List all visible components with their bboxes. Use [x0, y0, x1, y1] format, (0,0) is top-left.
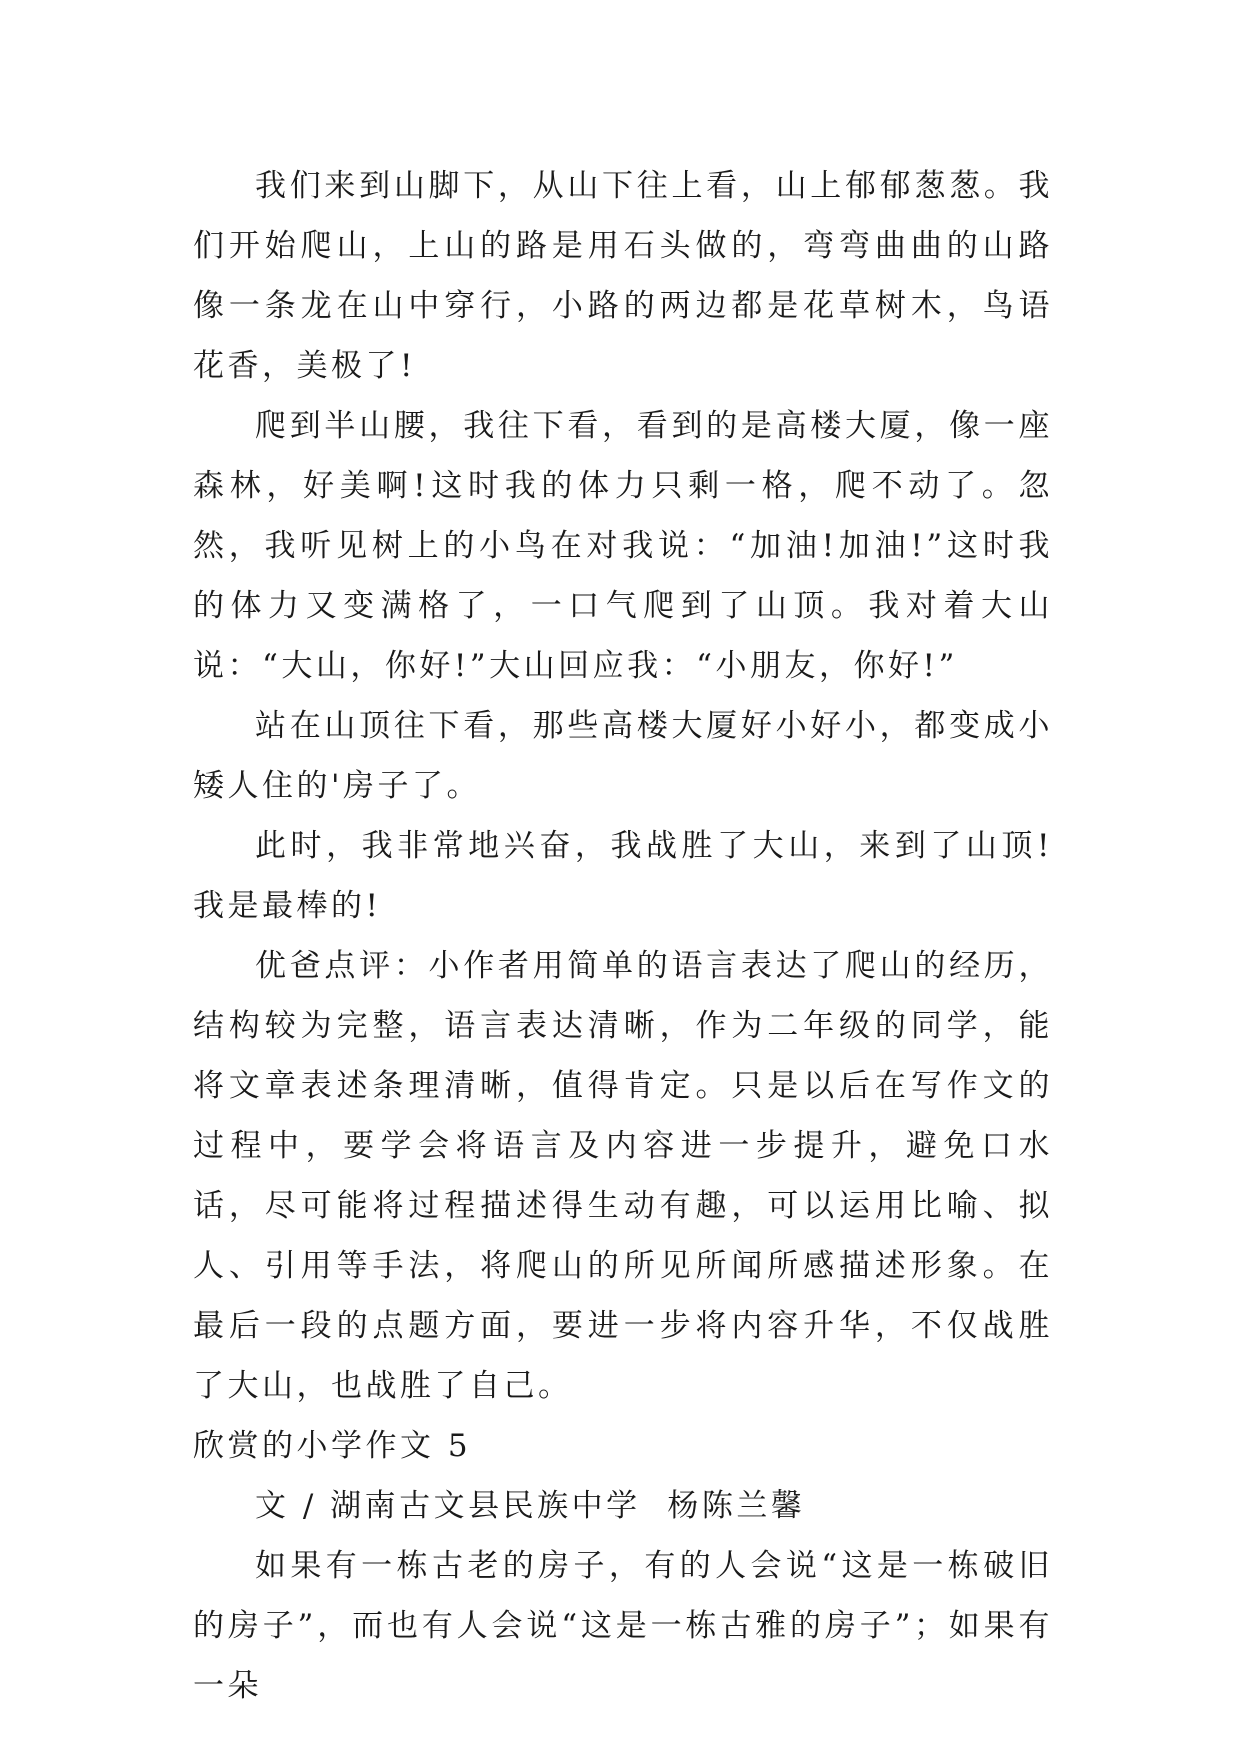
paragraph-old-house: 如果有一栋古老的房子，有的人会说“这是一栋破旧的房子”，而也有人会说“这是一栋古雅的房子”；如果有一朵 [193, 1548, 1053, 1704]
paragraph-summit-view: 站在山顶往下看，那些高楼大厦好小好小，都变成小矮人住的'房子了。 [193, 708, 1053, 804]
paragraph-half-mountain: 爬到半山腰，我往下看，看到的是高楼大厦，像一座森林，好美啊!这时我的体力只剩一格，爬不动了。忽然，我听见树上的小鸟在对我说：“加油!加油!”这时我的体力又变满格了，一口气爬到了山顶。我对着大山说：“大山，你好!”大山回应我：“小朋友，你好!” [193, 408, 1053, 684]
paragraph-review: 优爸点评：小作者用简单的语言表达了爬山的经历，结构较为完整，语言表达清晰，作为二年级的同学，能将文章表述条理清晰，值得肯定。只是以后在写作文的过程中，要学会将语言及内容进一步提升，避免口水话，尽可能将过程描述得生动有趣，可以运用比喻、拟人、引用等手法，将爬山的所见所闻所感描述形象。在最后一段的点题方面，要进一步将内容升华，不仅战胜了大山，也战胜了自己。 [193, 948, 1053, 1404]
author-byline: 文 / 湖南古文县民族中学 杨陈兰馨 [255, 1488, 806, 1524]
paragraph-victory: 此时，我非常地兴奋，我战胜了大山，来到了山顶!我是最棒的! [193, 828, 1053, 924]
document-body [193, 156, 1053, 1716]
paragraph-climb-start: 我们来到山脚下，从山下往上看，山上郁郁葱葱。我们开始爬山，上山的路是用石头做的，弯弯曲曲的山路像一条龙在山中穿行，小路的两边都是花草树木，鸟语花香，美极了! [193, 168, 1053, 384]
section-heading: 欣赏的小学作文 5 [193, 1428, 472, 1464]
